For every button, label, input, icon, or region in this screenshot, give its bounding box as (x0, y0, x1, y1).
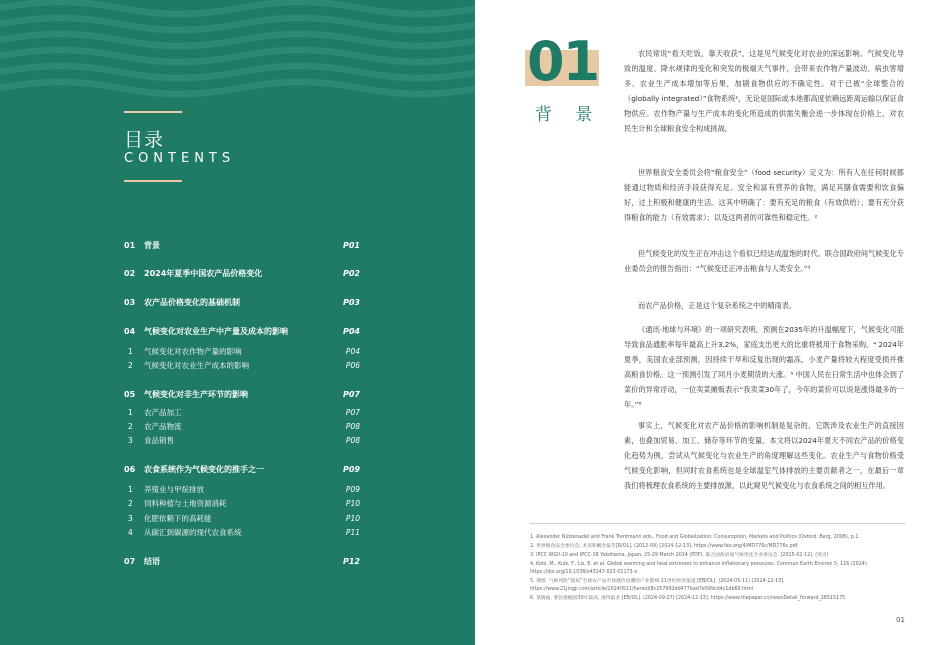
section-number: 01 (527, 30, 599, 93)
toc-entry-06-4[interactable]: 4 从碳汇到碳源的现代农食系统 P11 (128, 528, 360, 537)
toc-entry-07[interactable]: 07 结语 P12 (124, 557, 360, 566)
paragraph-6: 事实上，气候变化对农产品价格的影响机制是复杂的，它既涉及农业生产的直接因素，也叠加贸易、加工、储存等环节的变量。本文将以2024年夏天不同农产品的价格变化趋势为例，尝试从气候变化与农业生产的角度理解这些变化。农业生产与食物价格受气候变化影响，但同时农食系统也是全球温室气体排放的主要贡献者之一，在最后一章我们将梳理农食系统的主要排放源，以此窥见气候变化与农食系统之间的相互作用。 (624, 421, 904, 490)
toc-entry-01[interactable]: 01 背景 P01 (124, 241, 360, 250)
paragraph-3: 但气候变化的发生正在冲击这个看似已经达成温饱的时代。联合国政府间气候变化专业委员会的报告指出：“气候变迁正冲击粮食与人类安全。”³ (624, 249, 904, 273)
footnote-1: 1. Alexander Nützenadel and Frank Trentmann eds., Food and Globalization: Consumption, Markets and Politics (Oxford: Berg, 2008), p.1. (530, 535, 860, 540)
footnote-6: 6. 莫晓波. 菜价涨幅创30年最高, 涨得最多 [EB/OL]. (2024-09-27) [2024-12-13]. https://www.thepaper.cn/newsDetail_forward_28515175 (530, 596, 846, 601)
toc-title: 目录 (124, 129, 165, 151)
toc-top-rule (124, 111, 182, 113)
wave-pattern (0, 0, 475, 110)
paragraph-4: 而农产品价格，正是这个复杂系统之中的晴雨表。 (638, 301, 797, 310)
paragraph-1: 农民常说“看天吃饭，靠天收获”，这是见气候变化对农业的深远影响。气候变化导致的温度、降水规律的变化和突发的极端天气事件，会带来农作物产量波动、病虫害增多、农业生产成本增加等后果，加剧食物供应的不确定性。对于已被“全球整合的（globally integrated）”食物系统¹，无论是国际或本地都高度依赖远距离运输以保证食物供应。农作物产量与生产成本的变化所造成的供需失衡会进一步体现在价格上，对农民生计和全球粮食安全构成挑战。 (624, 49, 904, 133)
toc-entry-02[interactable]: 02 2024年夏季中国农产品价格变化 P02 (124, 269, 360, 278)
toc-entry-05-2[interactable]: 2 农产品物流 P08 (128, 422, 360, 431)
toc-bottom-rule (124, 180, 182, 182)
footnote-3: 3. IPCC WGII-10 and IPCC-38 Yokohama, Japan, 25-29 March 2014 (PDF). 联合国政府间气候变化专业委员会. [2015-02-12]. (英语) (530, 553, 829, 558)
toc-entry-05-1[interactable]: 1 农产品加工 P07 (128, 408, 360, 417)
toc-entry-05[interactable]: 05 气候变化对非生产环节的影响 P07 (124, 390, 360, 399)
section-title: 背 景 (535, 105, 602, 125)
toc-entry-03[interactable]: 03 农产品价格变化的基础机制 P03 (124, 298, 360, 307)
toc-entry-06-2[interactable]: 2 饲料种植与土地资源消耗 P10 (128, 499, 360, 508)
toc-entry-05-3[interactable]: 3 食品销售 P08 (128, 436, 360, 445)
footnote-5: 5. 邢增. 气候风险“搅局”全球农产品市场涨价浪潮的产业影响 21世纪经济报道 [EB/OL]. (2024-05-11) [2024-12-13]. https://www.21jingji.com/article/20240511/herald/8c257992dd477bad7e599cd4c1db60.html (530, 579, 785, 592)
paragraph-5: 《通讯·地球与环境》的一项研究表明，预测在2035年的升温幅度下，气候变化可能导致食品通胀率每年最高上升3.2%，家庭支出更大的比重将被用于食物采购。⁴ 2024年夏季，美国农业部预测，因持续干旱和反复出现的霜冻，小麦产量将较大程度受损并推高粮食价格。这一预测引发了同月小麦期货的大涨。⁵ 中国人民在日常生活中也体会到了菜价的异常浮动，一位卖菜摊贩表示“我卖菜30年了，今年的菜价可以说是涨得最多的一年。”⁶ (624, 325, 904, 409)
toc-entry-06-3[interactable]: 3 化肥依赖下的高耗能 P10 (128, 514, 360, 523)
toc-entry-06-1[interactable]: 1 养殖业与甲烷排放 P09 (128, 485, 360, 494)
paragraph-2: 世界粮食安全委员会将“粮食安全”（food security）定义为：所有人在任何时候都能通过物质和经济手段获得充足、安全和富有营养的食物，满足其膳食需要和饮食偏好，过上积极和健康的生活。这其中明确了：要有充足的粮食（有效供给）；要有充分获得粮食的能力（有效需求）；以及这两者的可靠性和稳定性。² (624, 168, 904, 222)
toc-entry-04-2[interactable]: 2 气候变化对农业生产成本的影响 P06 (128, 361, 360, 370)
toc-entry-06[interactable]: 06 农食系统作为气候变化的推手之一 P09 (124, 465, 360, 474)
page-number: 01 (896, 616, 905, 624)
footnote-2: 2. 世界粮食安全委员会, 术语和概念报告[R/OL]. (2012-09) [2024-12-13]. https://www.fao.org/4/MD776c/MD776c.pdf (530, 544, 798, 549)
toc-entry-04[interactable]: 04 气候变化对农业生产中产量及成本的影响 P04 (124, 327, 360, 336)
footnote-rule (530, 523, 906, 524)
footnote-4: 4. Kotz, M., Kuik, F., Lis, E. et al. Global warming and heat extremes to enhance inflationary pressures. Commun Earth Environ 5, 116 (2024). https://doi.org/10.1038/s43247-023-01173-x (530, 562, 869, 575)
toc-entry-04-1[interactable]: 1 气候变化对农作物产量的影响 P04 (128, 347, 360, 356)
toc-subtitle: CONTENTS (124, 151, 236, 166)
